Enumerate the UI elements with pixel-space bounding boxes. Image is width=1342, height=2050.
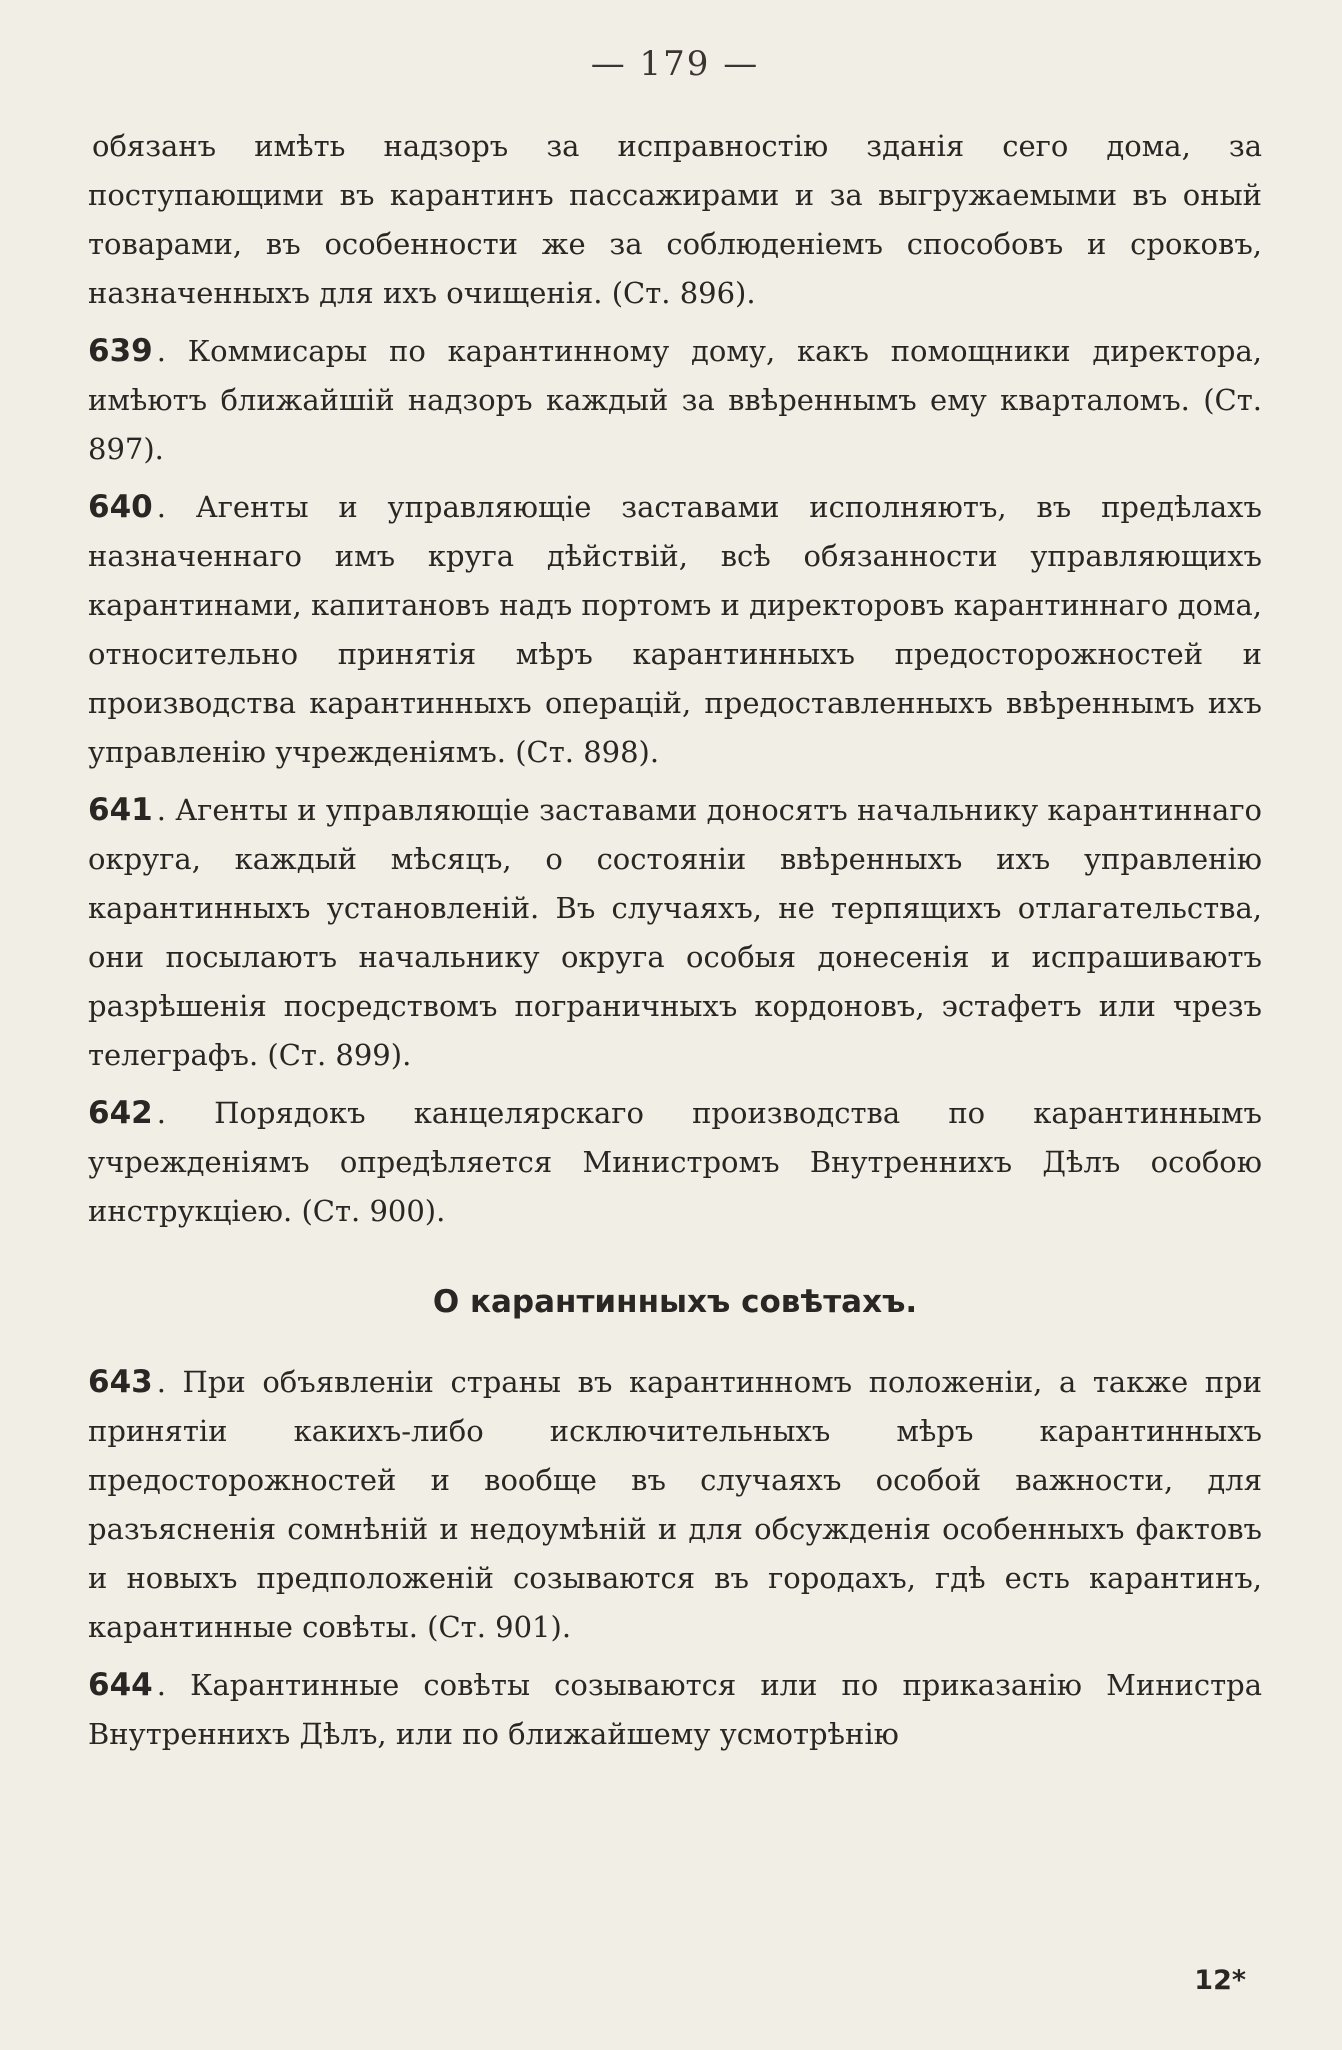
- article-644: [88, 1661, 1262, 1759]
- article-number: 644: [88, 1667, 153, 1703]
- section-heading: О карантинныхъ совѣтахъ.: [432, 1284, 918, 1320]
- article-text: . Агенты и управляющіе заставами доносятъ начальнику карантиннаго округа, каждый мѣсяцъ, о состояніи ввѣренныхъ ихъ управленію карантинныхъ установленій. Въ случаяхъ, не терпящихъ отлагательства, они посылаютъ начальнику округа особыя донесенія и испрашиваютъ разрѣшенія посредствомъ пограничныхъ кордоновъ, эстафетъ или чрезъ телеграфъ. (Ст. 899).: [88, 793, 1262, 1072]
- paragraphs-bottom: [88, 1358, 1262, 1759]
- article-number: 642: [88, 1095, 153, 1131]
- article-640: [88, 483, 1262, 777]
- article-number: 641: [88, 792, 153, 828]
- article-641: [88, 786, 1262, 1080]
- paragraph-continuation: [88, 122, 1262, 318]
- article-642: [88, 1089, 1262, 1236]
- page-number: — 179 —: [590, 44, 760, 84]
- article-text: . Порядокъ канцелярскаго производства по карантиннымъ учрежденіямъ опредѣляется Министромъ Внутреннихъ Дѣлъ особою инструкціею. (Ст. 900).: [88, 1096, 1262, 1228]
- article-number: 640: [88, 489, 153, 525]
- article-639: [88, 327, 1262, 474]
- article-text: . Карантинные совѣты созываются или по приказанію Министра Внутреннихъ Дѣлъ, или по ближайшему усмотрѣнію: [88, 1668, 1262, 1751]
- article-text: . Агенты и управляющіе заставами исполняютъ, въ предѣлахъ назначеннаго имъ круга дѣйствій, всѣ обязанности управляющихъ карантинами, капитановъ надъ портомъ и директоровъ карантиннаго дома, относительно принятія мѣръ карантинныхъ предосторожностей и производства карантинныхъ операцій, предоставленныхъ ввѣреннымъ ихъ управленію учрежденіямъ. (Ст. 898).: [88, 490, 1262, 769]
- signature-mark: 12*: [1194, 1965, 1246, 1996]
- article-number: 639: [88, 333, 153, 369]
- article-text: . Коммисары по карантинному дому, какъ помощники директора, имѣютъ ближайшій надзоръ каждый за ввѣреннымъ ему кварталомъ. (Ст. 897).: [88, 334, 1262, 466]
- article-number: 643: [88, 1364, 153, 1400]
- article-643: [88, 1358, 1262, 1652]
- paragraphs-top: [88, 122, 1262, 1236]
- article-text: обязанъ имѣть надзоръ за исправностію зданія сего дома, за поступающими въ карантинъ пассажирами и за выгружаемыми въ оный товарами, въ особенности же за соблюденіемъ способовъ и сроковъ, назначенныхъ для ихъ очищенія. (Ст. 896).: [88, 129, 1262, 310]
- article-text: . При объявленіи страны въ карантинномъ положеніи, а также при принятіи какихъ-либо исключительныхъ мѣръ карантинныхъ предосторожностей и вообще въ случаяхъ особой важности, для разъясненія сомнѣній и недоумѣній и для обсужденія особенныхъ фактовъ и новыхъ предположеній созываются въ городахъ, гдѣ есть карантинъ, карантинные совѣты. (Ст. 901).: [88, 1365, 1262, 1644]
